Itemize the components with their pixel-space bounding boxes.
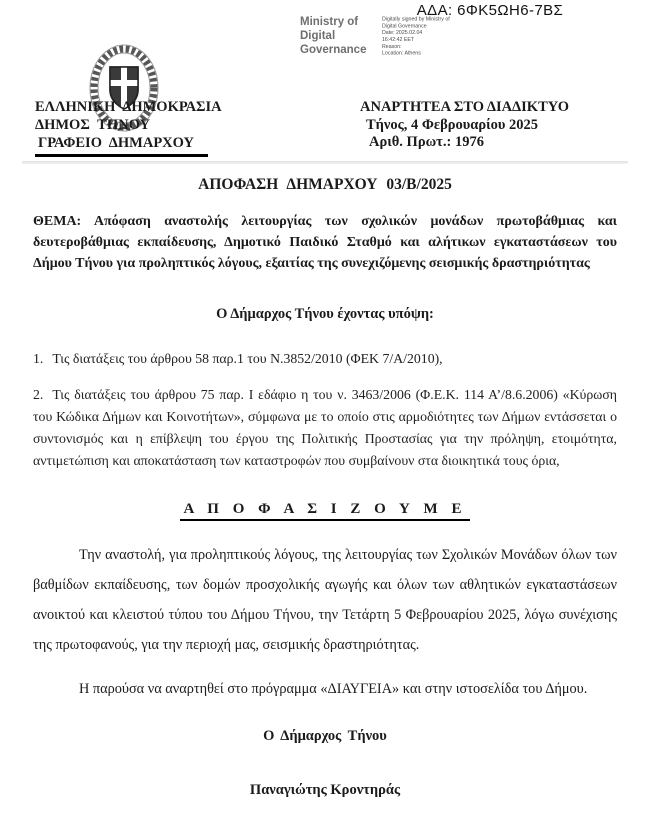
- digital-signature-stamp: [300, 16, 462, 98]
- municipality-line: ΔΗΜΟΣ ΤΗΝΟΥ: [35, 116, 150, 133]
- decision-paragraph: Την αναστολή, για προληπτικούς λόγους, της λειτουργίας των Σχολικών Μονάδων όλων των βαθμίδων εκπαίδευσης, των δομών προσχολικής αγωγής και όλων των αθλητικών εγκαταστάσεων ανοικτού και κλειστού τύπου του Δήμου Τήνου, την Τετάρτη 5 Φεβρουαρίου 2025, λόγω συνέχισης της πρωτοφανούς, για την περιοχή μας, σεισμικής δραστηριότητας.: [33, 546, 617, 653]
- legal-basis-list: [33, 348, 617, 472]
- item-text: Τις διατάξεις του άρθρου 75 παρ. Ι εδάφιο η του ν. 3463/2006 (Φ.Ε.Κ. 114 Α’/8.6.2006) «Κύρωση του Κώδικα Δήμων και Κοινοτήτων», σύμφωνα με το οποίο στις αρμοδιότητες των Δήμων εντάσσεται ο συντονισμός και η επίβλεψη του έργου της Πολιτικής Προστασίας για την πρόληψη, ετοιμότητα, αντιμετώπιση και αποκατάσταση των καταστροφών που συμβαίνουν στα διοικητικά τους όρια,: [33, 386, 617, 468]
- signature-name: Παναγιώτης Κροντηράς: [249, 782, 401, 799]
- office-line: ΓΡΑΦΕΙΟ ΔΗΜΑΡΧΟΥ: [35, 135, 208, 157]
- sender-block: [35, 99, 222, 157]
- protocol-number-line: Αριθ. Πρωτ.: 1976: [369, 134, 484, 150]
- header-divider: [22, 161, 628, 164]
- item-number: 2.: [33, 386, 44, 402]
- document-body: [33, 176, 617, 799]
- place-date-line: Τήνος, 4 Φεβρουαρίου 2025: [366, 116, 539, 133]
- signature-detail-line: Digitally signed by Ministry of Digital Governance: [382, 16, 450, 29]
- decision-heading: Α Π Ο Φ Α Σ Ι Ζ Ο Υ Μ Ε: [33, 488, 617, 518]
- signature-detail-line: 16:42:42 EET: [382, 36, 415, 43]
- subject-paragraph: ΘΕΜΑ: Απόφαση αναστολής λειτουργίας των σχολικών μονάδων πρωτοβάθμιας και δευτεροβάθμιας εκπαίδευσης, Δημοτικό Παιδικό Σταθμό και αλήτικων εγκαταστάσεων του Δήμου Τήνου για προληπτικός λόγους, εξαιτίας της συνεχιζόμενης σεισμικής δραστηριότητας: [33, 214, 617, 271]
- signature-details: [382, 16, 462, 98]
- signature-detail-line: Reason:: [382, 43, 402, 50]
- protocol-block: [360, 99, 569, 152]
- signature-detail-line: Date: 2025.02.04: [382, 29, 423, 36]
- considering-heading: Ο Δήμαρχος Τήνου έχοντας υπόψη:: [216, 306, 434, 322]
- item-text: Τις διατάξεις του άρθρου 58 παρ.1 του Ν.3852/2010 (ΦΕΚ 7/Α/2010),: [52, 351, 443, 366]
- list-item: [33, 384, 617, 472]
- signer-name: Ministry of Digital Governance: [300, 16, 367, 56]
- decision-title: ΑΠΟΦΑΣΗ ΔΗΜΑΡΧΟΥ 03/Β/2025: [198, 176, 452, 193]
- list-item: [33, 348, 617, 370]
- signature-title: Ο Δήμαρχος Τήνου: [263, 728, 387, 745]
- ada-code: ΑΔΑ: 6ΦΚ5ΩΗ6-7ΒΣ: [416, 2, 564, 19]
- publication-note: Η παρούσα να αναρτηθεί στο πρόγραμμα «ΔΙΑΥΓΕΙΑ» και στην ιστοσελίδα του Δήμου.: [79, 681, 588, 698]
- signature-detail-line: Location: Athens: [382, 50, 421, 57]
- republic-line: ΕΛΛΗΝΙΚΗ ΔΗΜΟΚΡΑΣΙΑ: [35, 99, 222, 115]
- internet-posting-line: ΑΝΑΡΤΗΤΕΑ ΣΤΟ ΔΙΑΔΙΚΤΥΟ: [360, 99, 569, 115]
- item-number: 1.: [33, 351, 44, 366]
